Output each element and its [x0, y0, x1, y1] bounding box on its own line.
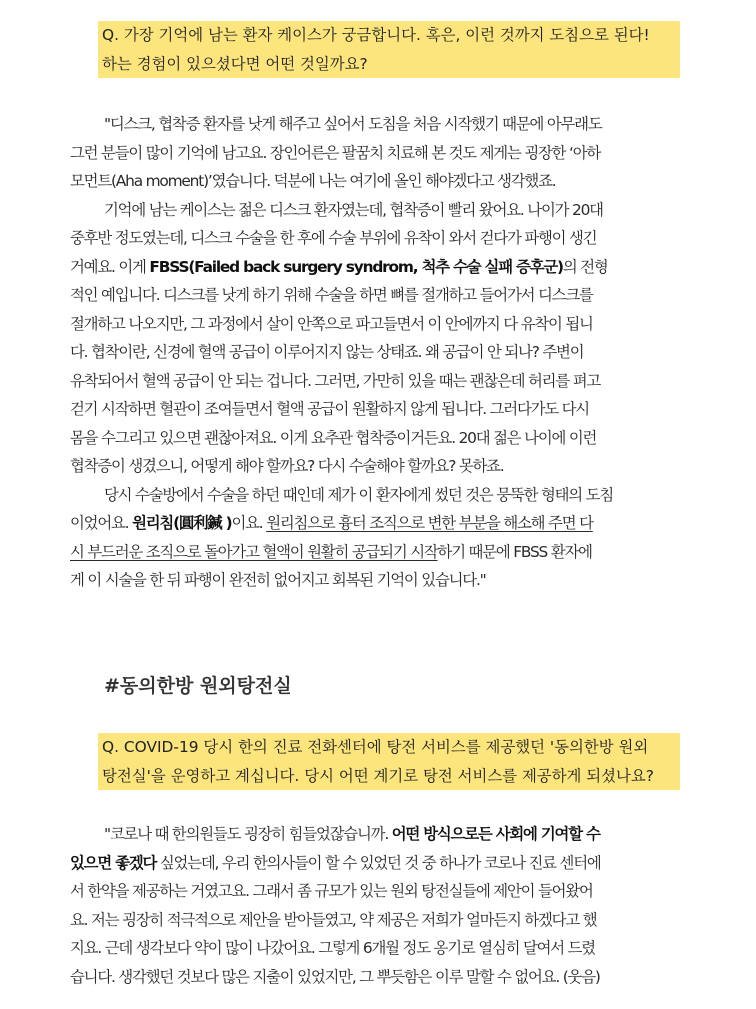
answer-2	[70, 820, 684, 991]
answer-1	[70, 110, 684, 595]
text-run: "코로나 때 한의원들도 굉장히 힘들었잖습니까.	[104, 825, 392, 843]
answer-1-line: 걷기 시작하면 혈관이 조여들면서 혈액 공급이 원활하지 않게 됩니다. 그러다가도 다시	[70, 400, 589, 418]
text-run: 하기 때문에 FBSS 환자에	[437, 542, 592, 561]
wonrichim-term-bold: 원리침(圓利鍼 )	[132, 514, 232, 532]
question-2-line-1: Q. COVID-19 당시 한의 진료 전화센터에 탕전 서비스를 제공했던 '동의한방 원외	[102, 738, 649, 756]
section-heading: #동의한방 원외탕전실	[104, 675, 292, 697]
question-2-highlight	[98, 733, 680, 790]
answer-2-line: 서 한약을 제공하는 거였고요. 그래서 좀 규모가 있는 원외 탕전실들에 제안이 들어왔어	[70, 882, 593, 900]
answer-1-line	[70, 538, 684, 567]
question-2-line-2: 탕전실'을 운영하고 계십니다. 당시 어떤 계기로 탕전 서비스를 제공하게 되셨나요?	[102, 766, 654, 785]
bold-text: 있으면 좋겠다	[70, 853, 157, 872]
answer-1-line: 모먼트(Aha moment)’였습니다. 덕분에 나는 여기에 올인 해야겠다고 생각했죠.	[70, 172, 556, 190]
answer-1-line: 그런 분들이 많이 기억에 남고요. 장인어른은 팔꿈치 치료해 본 것도 제게는 굉장한 ‘아하	[70, 143, 601, 162]
answer-1-line: 중후반 정도였는데, 디스크 수술을 한 후에 수술 부위에 유착이 와서 걷다가 파행이 생긴	[70, 229, 597, 247]
answer-1-line: 당시 수술방에서 수술을 하던 때인데 제가 이 환자에게 썼던 것은 뭉뚝한 형태의 도침	[104, 485, 613, 504]
answer-2-line	[70, 820, 684, 849]
answer-2-line: 지요. 근데 생각보다 약이 많이 나갔어요. 그렇게 6개월 정도 옹기로 열심히 달여서 드렸	[70, 939, 595, 957]
answer-1-line: 협착증이 생겼으니, 어떻게 해야 할까요? 다시 수술해야 할까요? 못하죠.	[70, 457, 504, 475]
question-1-line-1: Q. 가장 기억에 남는 환자 케이스가 궁금합니다. 혹은, 이런 것까지 도침으로 된다!	[102, 26, 650, 44]
answer-1-line: 몸을 수그리고 있으면 괜찮아져요. 이게 요추관 협착증이거든요. 20대 젊은 나이에 이런	[70, 428, 597, 447]
underlined-text: 시 부드러운 조직으로 돌아가고 혈액이 원활히 공급되기 시작	[70, 542, 438, 561]
text-run: 이었어요.	[70, 514, 133, 532]
text-run: 거예요. 이게	[70, 257, 150, 276]
answer-1-line: 게 이 시술을 한 뒤 파행이 완전히 없어지고 회복된 기억이 있습니다."	[70, 571, 486, 589]
answer-1-line: 절개하고 나오지만, 그 과정에서 살이 안쪽으로 파고들면서 이 안에까지 다 유착이 됩니	[70, 314, 593, 333]
answer-1-line: 적인 예입니다. 디스크를 낫게 하기 위해 수술을 하면 뼈를 절개하고 들어가서 디스크를	[70, 286, 593, 304]
answer-1-line: 다. 협착이란, 신경에 혈액 공급이 이루어지지 않는 상태죠. 왜 공급이 안 되나? 주변이	[70, 343, 584, 361]
bold-text: 어떤 방식으로든 사회에 기여할 수	[391, 825, 600, 843]
answer-1-line: 기억에 남는 케이스는 젊은 디스크 환자였는데, 협착증이 빨리 왔어요. 나이가 20대	[104, 200, 603, 219]
question-1-line-2: 하는 경험이 있으셨다면 어떤 것일까요?	[102, 54, 368, 73]
answer-1-line: "디스크, 협착증 환자를 낫게 해주고 싶어서 도침을 처음 시작했기 때문에 아무래도	[104, 115, 602, 133]
fbss-term-bold: FBSS(Failed back surgery syndrom, 척추 수술 실패 증후군)	[149, 257, 563, 276]
answer-2-line	[70, 849, 684, 878]
text-run: 싶었는데, 우리 한의사들이 할 수 있었던 것 중 하나가 코로나 진료 센터에	[156, 853, 601, 872]
text-run: 이요.	[231, 514, 267, 532]
answer-1-line	[70, 253, 684, 282]
answer-2-line: 요. 저는 굉장히 적극적으로 제안을 받아들였고, 약 제공은 저희가 얼마든지 하겠다고 했	[70, 910, 597, 929]
underlined-text: 원리침으로 흉터 조직으로 변한 부분을 해소해 주면 다	[266, 514, 593, 532]
question-1-highlight	[98, 21, 680, 78]
answer-1-line	[70, 509, 684, 538]
answer-2-line: 습니다. 생각했던 것보다 많은 지출이 있었지만, 그 뿌듯함은 이루 말할 수 없어요. (웃음)	[70, 967, 600, 986]
answer-1-line: 유착되어서 혈액 공급이 안 되는 겁니다. 그러면, 가만히 있을 때는 괜찮은데 허리를 펴고	[70, 371, 601, 390]
text-run: 의 전형	[562, 257, 608, 276]
